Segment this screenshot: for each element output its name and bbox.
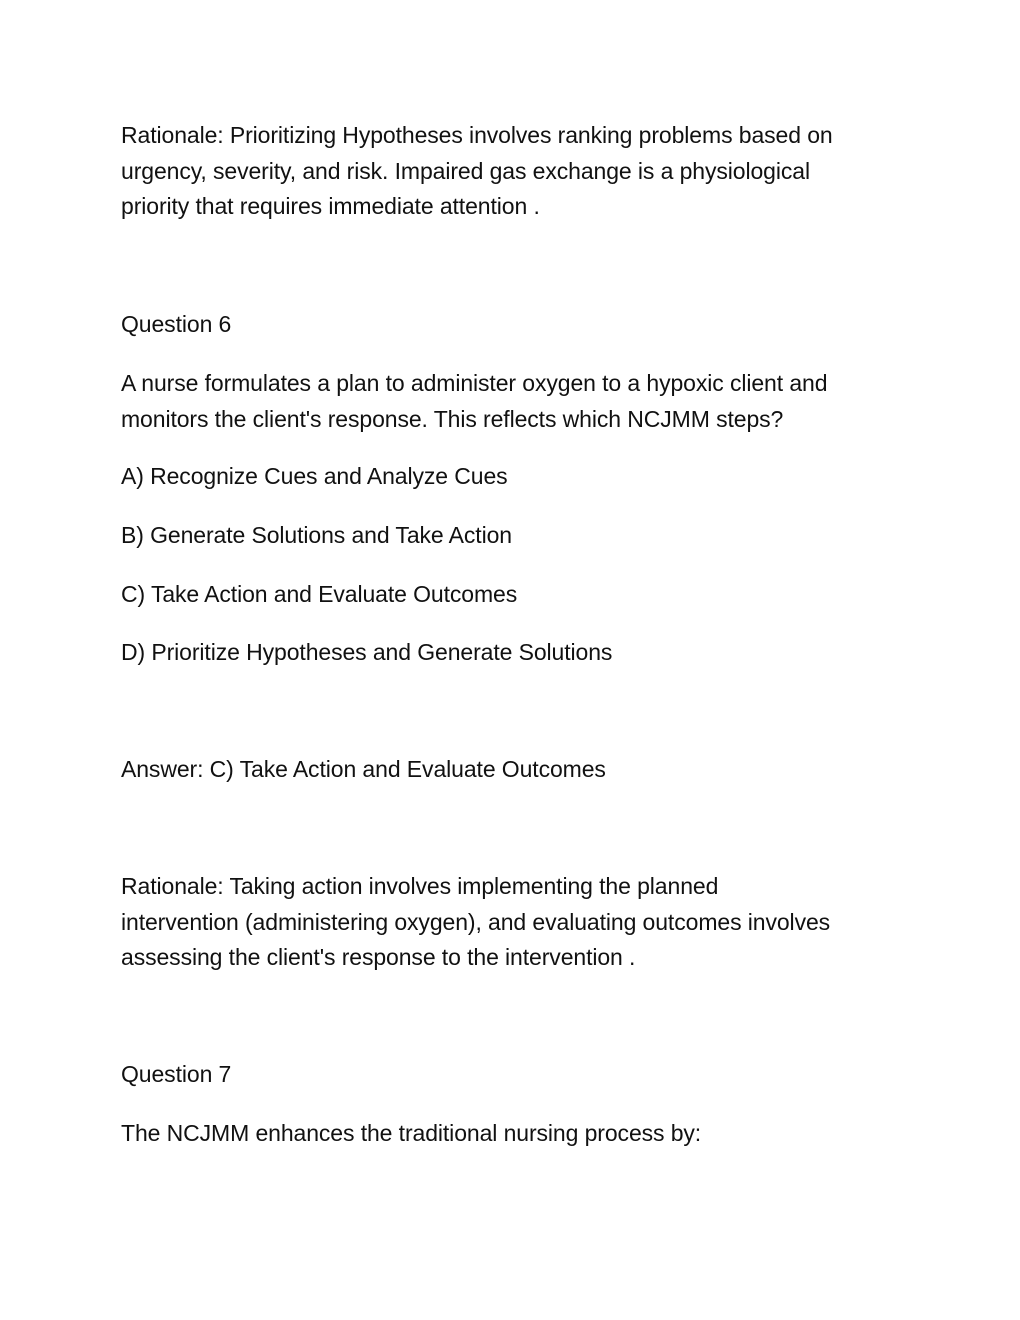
question-6-rationale-line-2: intervention (administering oxygen), and evaluating outcomes involves <box>121 908 831 935</box>
question-6-stem-line-2: monitors the client's response. This reflects which NCJMM steps? <box>121 405 784 432</box>
question-6-rationale <box>121 869 901 976</box>
question-6-stem-line-1: A nurse formulates a plan to administer oxygen to a hypoxic client and <box>121 370 828 396</box>
question-7-stem-text: The NCJMM enhances the traditional nursing process by: <box>121 1120 702 1146</box>
question-6-answer <box>121 752 901 788</box>
question-6-option-c <box>121 577 901 613</box>
question-7-heading <box>121 1057 901 1093</box>
question-6-option-b <box>121 518 901 554</box>
rationale-previous <box>121 118 901 225</box>
question-6-answer-text: Answer: C) Take Action and Evaluate Outcomes <box>121 756 606 782</box>
option-d-text: D) Prioritize Hypotheses and Generate Solutions <box>121 639 613 665</box>
question-6-option-d <box>121 635 901 671</box>
option-c-text: C) Take Action and Evaluate Outcomes <box>121 581 518 607</box>
question-6-stem <box>121 366 901 437</box>
question-6-rationale-line-1: Rationale: Taking action involves implementing the planned <box>121 873 719 899</box>
rationale-previous-line-3: priority that requires immediate attention . <box>121 193 540 219</box>
option-a-text: A) Recognize Cues and Analyze Cues <box>121 463 508 489</box>
rationale-previous-line-1: Rationale: Prioritizing Hypotheses involves ranking problems based on <box>121 122 833 148</box>
question-7-stem <box>121 1116 901 1152</box>
question-6-heading-text: Question 6 <box>121 311 232 337</box>
option-b-text: B) Generate Solutions and Take Action <box>121 522 512 548</box>
question-6-option-a <box>121 459 901 495</box>
rationale-previous-line-2: urgency, severity, and risk. Impaired gas exchange is a physiological <box>121 157 810 184</box>
question-6-heading <box>121 307 901 343</box>
question-7-heading-text: Question 7 <box>121 1061 232 1087</box>
question-6-rationale-line-3: assessing the client's response to the intervention . <box>121 944 636 970</box>
